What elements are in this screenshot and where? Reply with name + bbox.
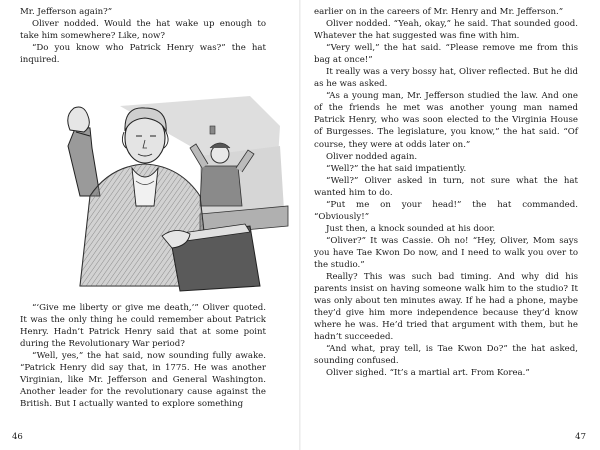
paragraph: “Very well,” the hat said. “Please remove me from this bag at once!” xyxy=(314,43,578,66)
left-page-bottom-text xyxy=(20,302,266,410)
paragraph: “Put me on your head!” the hat commanded. “Obviously!” xyxy=(314,199,578,222)
page-number: 47 xyxy=(575,432,586,442)
paragraph: “And what, pray tell, is Tae Kwon Do?” the hat asked, sounding confused. xyxy=(314,344,578,367)
paragraph: Oliver nodded. “Yeah, okay,” he said. That sounded good. Whatever the hat suggested was fine with him. xyxy=(314,19,578,42)
patrick-henry-illustration xyxy=(50,86,290,296)
paragraph: “Well?” the hat said impatiently. xyxy=(326,163,467,174)
paragraph: Oliver nodded again. xyxy=(326,151,418,162)
paragraph: “Well?” Oliver asked in turn, not sure what the hat wanted him to do. xyxy=(314,175,578,198)
paragraph: Oliver nodded. Would the hat wake up enough to take him somewhere? Like, now? xyxy=(20,19,266,42)
right-page-text xyxy=(314,6,578,379)
paragraph: It really was a very bossy hat, Oliver reflected. But he did as he was asked. xyxy=(314,67,578,90)
paragraph: Mr. Jefferson again?” xyxy=(20,7,113,17)
left-page-top-text xyxy=(20,6,266,66)
right-page xyxy=(300,0,600,450)
paragraph: earlier on in the careers of Mr. Henry and Mr. Jefferson.” xyxy=(314,7,564,17)
paragraph: “As a young man, Mr. Jefferson studied the law. And one of the friends he met was another young man named Patrick Henry, who was soon elected to the Virginia House of Burgesses. The legislature, you know,” the hat said. “Of course, they were at odds later on.” xyxy=(314,91,578,150)
paragraph: “Do you know who Patrick Henry was?” the hat inquired. xyxy=(20,43,266,66)
page-number: 46 xyxy=(12,432,23,442)
paragraph: Oliver sighed. “It’s a martial art. From Korea.” xyxy=(326,368,530,379)
paragraph: “‘Give me liberty or give me death,’” Oliver quoted. It was the only thing he could remember about Patrick Henry. Hadn’t Patrick Henry said that at some point during the Revolutionary War period? xyxy=(20,303,266,350)
paragraph: “Oliver?” It was Cassie. Oh no! “Hey, Oliver, Mom says you have Tae Kwon Do now, and I need to walk you over to the studio.” xyxy=(314,235,578,270)
paragraph: Really? This was such bad timing. And why did his parents insist on having someone walk him to the studio? It was only about ten minutes away. If he had a phone, maybe they’d give him more independence because they’d know where he was. He’d tried that argument with them, but he hadn’t succeeded. xyxy=(314,272,578,343)
paragraph: Just then, a knock sounded at his door. xyxy=(326,223,496,234)
paragraph: “Well, yes,” the hat said, now sounding fully awake. “Patrick Henry did say that, in 1775. He was another Virginian, like Mr. Jefferson and General Washington. Another leader for the revolutionary cause against the British. But I actually wanted to explore something xyxy=(20,351,266,410)
